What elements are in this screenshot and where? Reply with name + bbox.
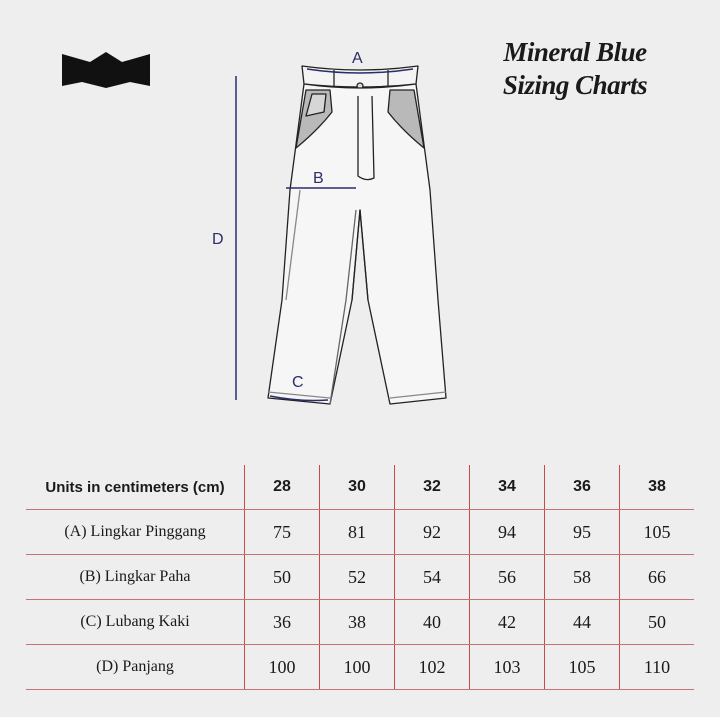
label-d: D xyxy=(212,231,224,248)
label-b: B xyxy=(313,170,324,187)
table-cell: 105 xyxy=(545,645,620,690)
table-cell: 50 xyxy=(620,600,695,645)
table-cell: 56 xyxy=(470,555,545,600)
table-cell: 36 xyxy=(245,600,320,645)
table-cell: 58 xyxy=(545,555,620,600)
table-cell: 110 xyxy=(620,645,695,690)
row-label: (D) Panjang xyxy=(26,645,245,690)
table-cell: 103 xyxy=(470,645,545,690)
size-header: 36 xyxy=(545,465,620,510)
title-line-2: Sizing Charts xyxy=(502,70,648,100)
label-c: C xyxy=(292,374,304,391)
table-cell: 94 xyxy=(470,510,545,555)
table-cell: 42 xyxy=(470,600,545,645)
table-cell: 102 xyxy=(395,645,470,690)
table-cell: 38 xyxy=(320,600,395,645)
row-label: (A) Lingkar Pinggang xyxy=(26,510,245,555)
table-cell: 50 xyxy=(245,555,320,600)
table-row xyxy=(26,645,694,690)
table-cell: 44 xyxy=(545,600,620,645)
table-cell: 66 xyxy=(620,555,695,600)
table-cell: 100 xyxy=(320,645,395,690)
size-table xyxy=(26,465,694,690)
table-row xyxy=(26,600,694,645)
table-cell: 105 xyxy=(620,510,695,555)
row-label: (C) Lubang Kaki xyxy=(26,600,245,645)
table-cell: 100 xyxy=(245,645,320,690)
size-header: 32 xyxy=(395,465,470,510)
table-row xyxy=(26,510,694,555)
size-header: 38 xyxy=(620,465,695,510)
table-cell: 95 xyxy=(545,510,620,555)
size-header: 28 xyxy=(245,465,320,510)
table-header-row xyxy=(26,465,694,510)
table-cell: 81 xyxy=(320,510,395,555)
table-cell: 52 xyxy=(320,555,395,600)
label-a: A xyxy=(352,50,363,67)
row-label: (B) Lingkar Paha xyxy=(26,555,245,600)
table-cell: 92 xyxy=(395,510,470,555)
size-header: 30 xyxy=(320,465,395,510)
table-row xyxy=(26,555,694,600)
size-header: 34 xyxy=(470,465,545,510)
title-line-1: Mineral Blue xyxy=(503,37,647,67)
table-cell: 75 xyxy=(245,510,320,555)
table-header-label: Units in centimeters (cm) xyxy=(26,465,245,510)
table-cell: 40 xyxy=(395,600,470,645)
table-cell: 54 xyxy=(395,555,470,600)
